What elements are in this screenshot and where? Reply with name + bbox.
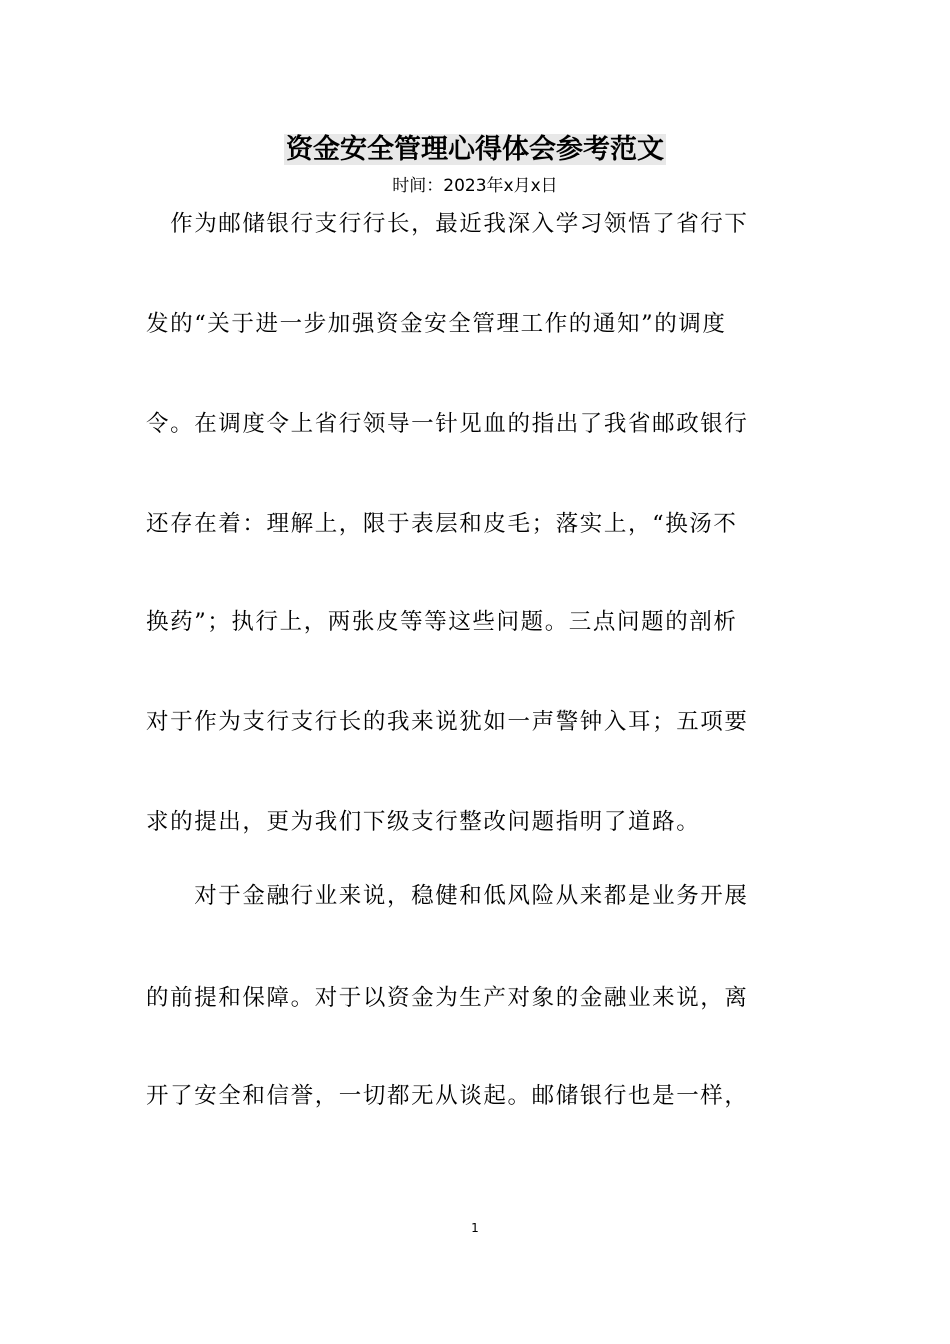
- body-line: 发的“关于进一步加强资金安全管理工作的通知”的调度: [146, 311, 727, 337]
- body-line: 对于金融行业来说，稳健和低风险从来都是业务开展: [146, 883, 749, 909]
- body-line: 作为邮储银行支行行长，最近我深入学习领悟了省行下: [146, 211, 749, 237]
- body-line: 求的提出，更为我们下级支行整改问题指明了道路。: [146, 809, 701, 835]
- document-date: 时间：2023年x月x日: [392, 176, 558, 196]
- body-line: 换药”；执行上，两张皮等等这些问题。三点问题的剖析: [146, 609, 738, 635]
- body-line: 还存在着：理解上，限于表层和皮毛；落实上，“换汤不: [146, 511, 738, 537]
- body-line: 令。在调度令上省行领导一针见血的指出了我省邮政银行: [146, 411, 749, 437]
- document-title-text: 资金安全管理心得体会参考范文: [286, 134, 664, 165]
- body-line: 的前提和保障。对于以资金为生产对象的金融业来说，离: [146, 985, 749, 1011]
- document-title: [0, 132, 950, 168]
- body-line: 对于作为支行支行长的我来说犹如一声警钟入耳；五项要: [146, 709, 749, 735]
- page-number: 1: [471, 1221, 479, 1235]
- body-line: 开了安全和信誉，一切都无从谈起。邮储银行也是一样，: [146, 1083, 749, 1109]
